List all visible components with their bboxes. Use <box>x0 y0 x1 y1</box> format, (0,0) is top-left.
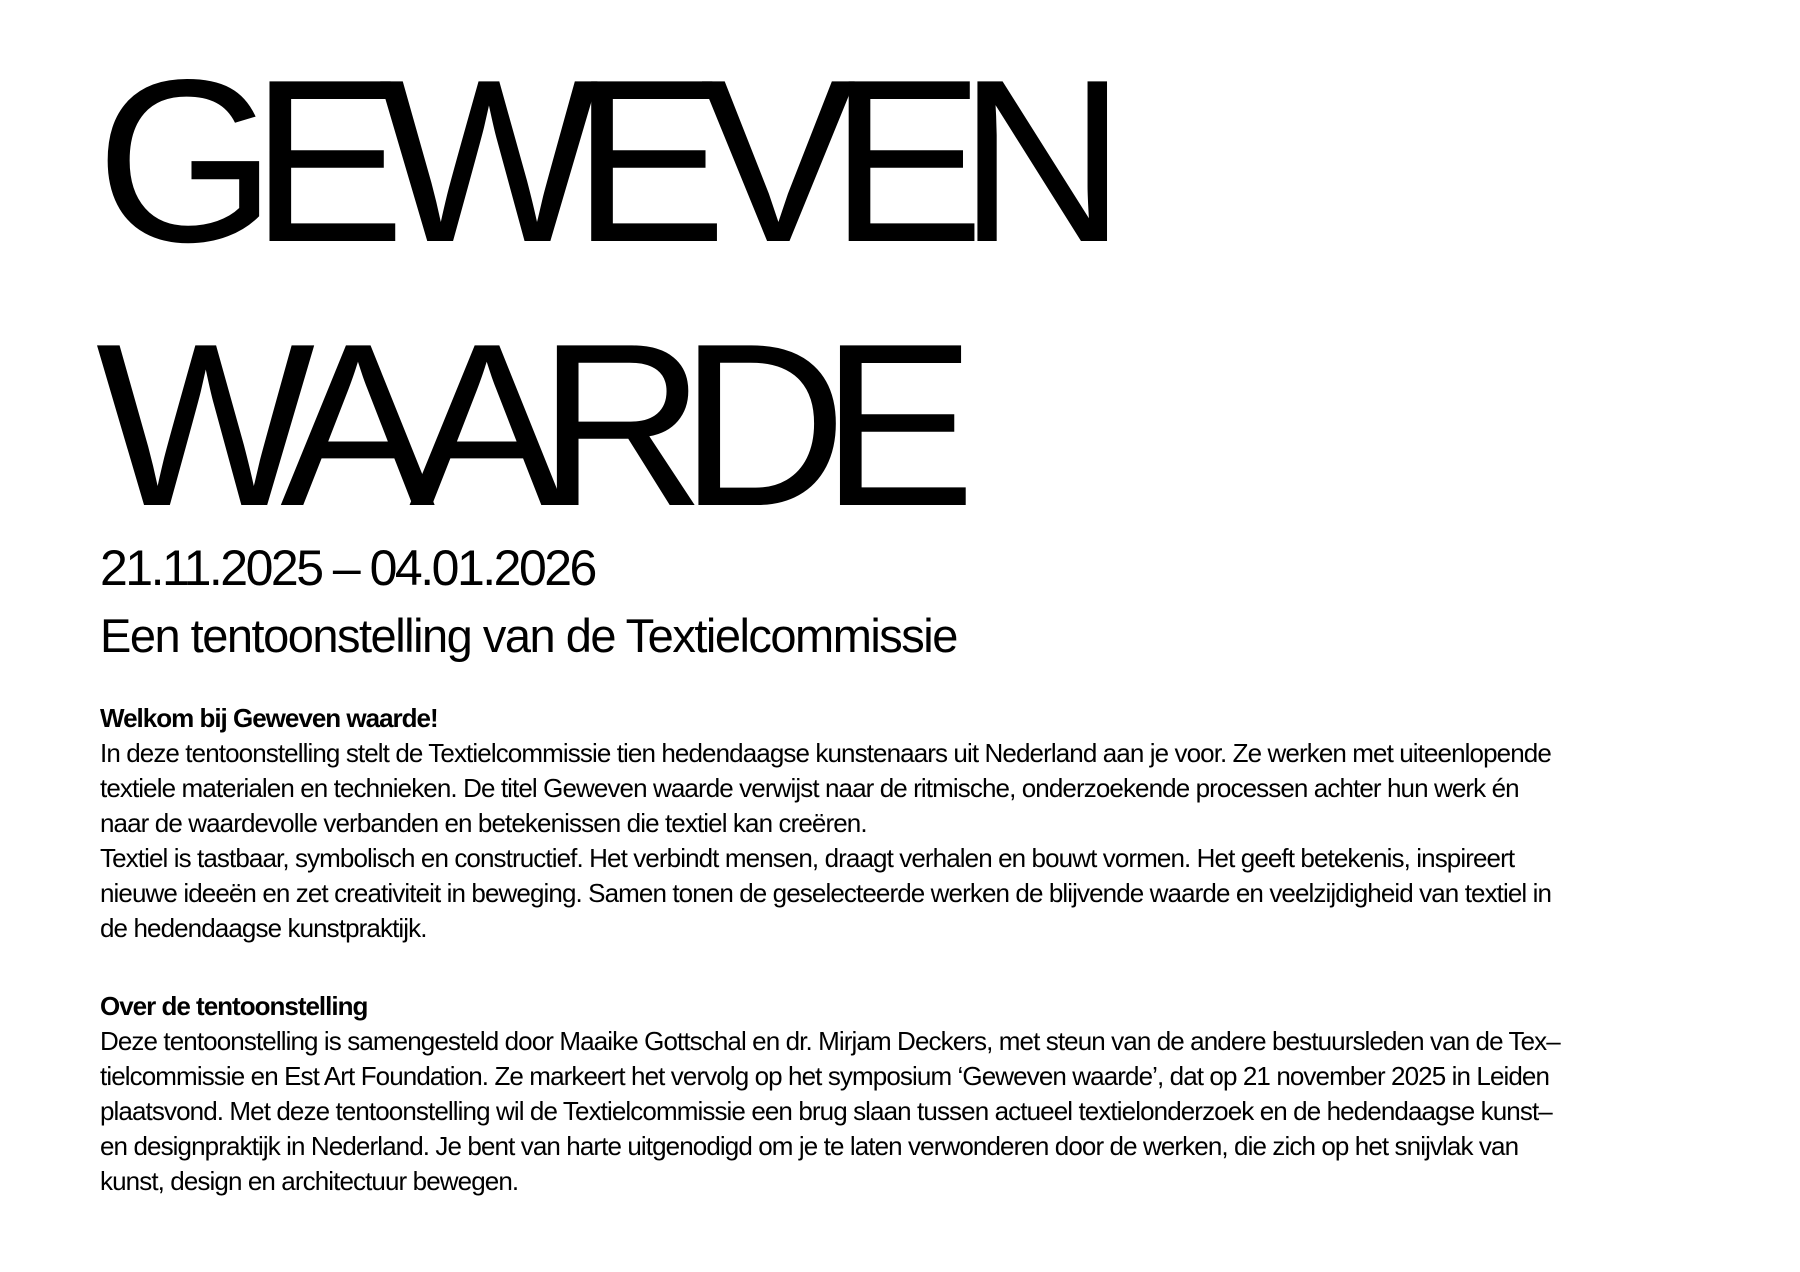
section-heading: Over de tentoonstelling <box>100 991 368 1021</box>
paragraph-line: nieuwe ideeën en zet creativiteit in beweging. Samen tonen de geselecteerde werken de blijvende waarde en veelzijdigheid van textiel in <box>100 878 1552 908</box>
welcome-section <box>100 700 1760 946</box>
paragraph-line: Textiel is tastbaar, symbolisch en constructief. Het verbindt mensen, draagt verhalen en bouwt vormen. Het geeft betekenis, inspireert <box>100 843 1515 873</box>
exhibition-dates: 21.11.2025 – 04.01.2026 <box>100 540 595 596</box>
title-line-2: WAARDE <box>96 296 950 555</box>
paragraph-line: kunst, design en architectuur bewegen. <box>100 1166 519 1196</box>
paragraph-line: de hedendaagse kunstpraktijk. <box>100 913 427 943</box>
paragraph-line: tielcommissie en Est Art Foundation. Ze markeert het vervolg op het symposium ‘Geweven waarde’, dat op 21 november 2025 in Leiden <box>100 1061 1550 1091</box>
paragraph-line: naar de waardevolle verbanden en betekenissen die textiel kan creëren. <box>100 808 867 838</box>
about-section <box>100 988 1760 1199</box>
paragraph-line: In deze tentoonstelling stelt de Textielcommissie tien hedendaagse kunstenaars uit Nederland aan je voor. Ze werken met uiteenlopende <box>100 738 1551 768</box>
section-heading: Welkom bij Geweven waarde! <box>100 703 438 733</box>
paragraph-line: plaatsvond. Met deze tentoonstelling wil de Textielcommissie een brug slaan tussen actueel textielonderzoek en de hedendaagse kunst– <box>100 1096 1552 1126</box>
paragraph-line: Deze tentoonstelling is samengesteld door Maaike Gottschal en dr. Mirjam Deckers, met steun van de andere bestuursleden van de Tex– <box>100 1026 1560 1056</box>
exhibition-subtitle: Een tentoonstelling van de Textielcommissie <box>100 609 957 662</box>
paragraph-line: en designpraktijk in Nederland. Je bent van harte uitgenodigd om je te laten verwonderen door de werken, die zich op het snijvlak van <box>100 1131 1519 1161</box>
paragraph-line: textiele materialen en technieken. De titel Geweven waarde verwijst naar de ritmische, onderzoekende processen achter hun werk én <box>100 773 1519 803</box>
title-line-1: GEWEVEN <box>96 32 1100 291</box>
